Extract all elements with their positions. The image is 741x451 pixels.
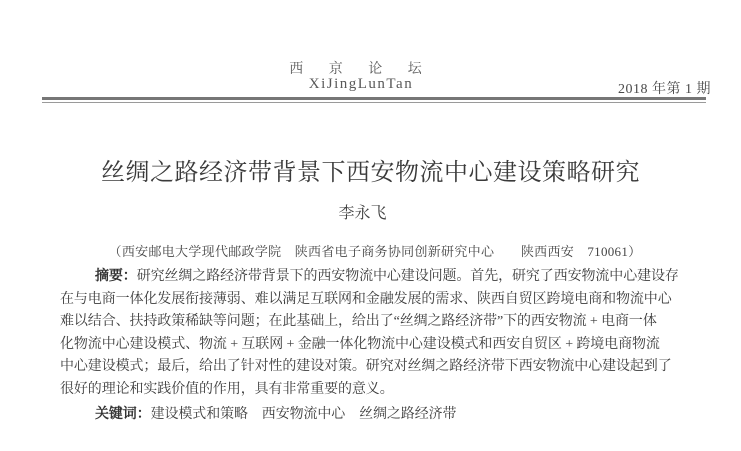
rule-bottom (42, 102, 706, 104)
keywords-label: 关键词： (95, 407, 151, 422)
abstract-line: 中心建设模式；最后，给出了针对性的建设对策。研究对丝绸之路经济带下西安物流中心建设起到了 (60, 359, 672, 374)
keywords-line (60, 404, 680, 427)
article-title: 丝绸之路经济带背景下西安物流中心建设策略研究 (101, 160, 640, 186)
abstract-label: 摘要： (95, 269, 137, 284)
abstract-line: 在与电商一体化发展衔接薄弱、难以满足互联网和金融发展的需求、陕西自贸区跨境电商和物流中心 (60, 291, 672, 307)
abstract-line (60, 266, 680, 289)
rule-top (42, 97, 706, 100)
abstract-text: 研究丝绸之路经济带背景下的西安物流中心建设问题。首先，研究了西安物流中心建设存 (136, 269, 679, 284)
journal-issue: 2018 年第 1 期 (618, 82, 711, 97)
abstract-block (60, 266, 680, 427)
abstract-line: 化物流中心建设模式、物流 + 互联网 + 金融一体化物流中心建设模式和西安自贸区 + 跨境电商物流 (60, 336, 660, 352)
abstract-line: 很好的理论和实践价值的作用，具有非常重要的意义。 (60, 381, 394, 397)
article-author: 李永飞 (338, 205, 387, 222)
abstract-line: 难以结合、扶持政策稀缺等问题；在此基础上，给出了“丝绸之路经济带”下的西安物流 + 电商一体 (60, 314, 657, 329)
journal-name-cn: 西 京 论 坛 (289, 62, 433, 77)
keywords-text: 建设模式和策略 西安物流中心 丝绸之路经济带 (150, 407, 457, 422)
header-double-rule (42, 97, 706, 103)
article-affiliation: （西安邮电大学现代邮政学院 陕西省电子商务协同创新研究中心 陕西西安 710061） (108, 244, 642, 259)
journal-name-pinyin: XiJingLunTan (308, 76, 414, 92)
